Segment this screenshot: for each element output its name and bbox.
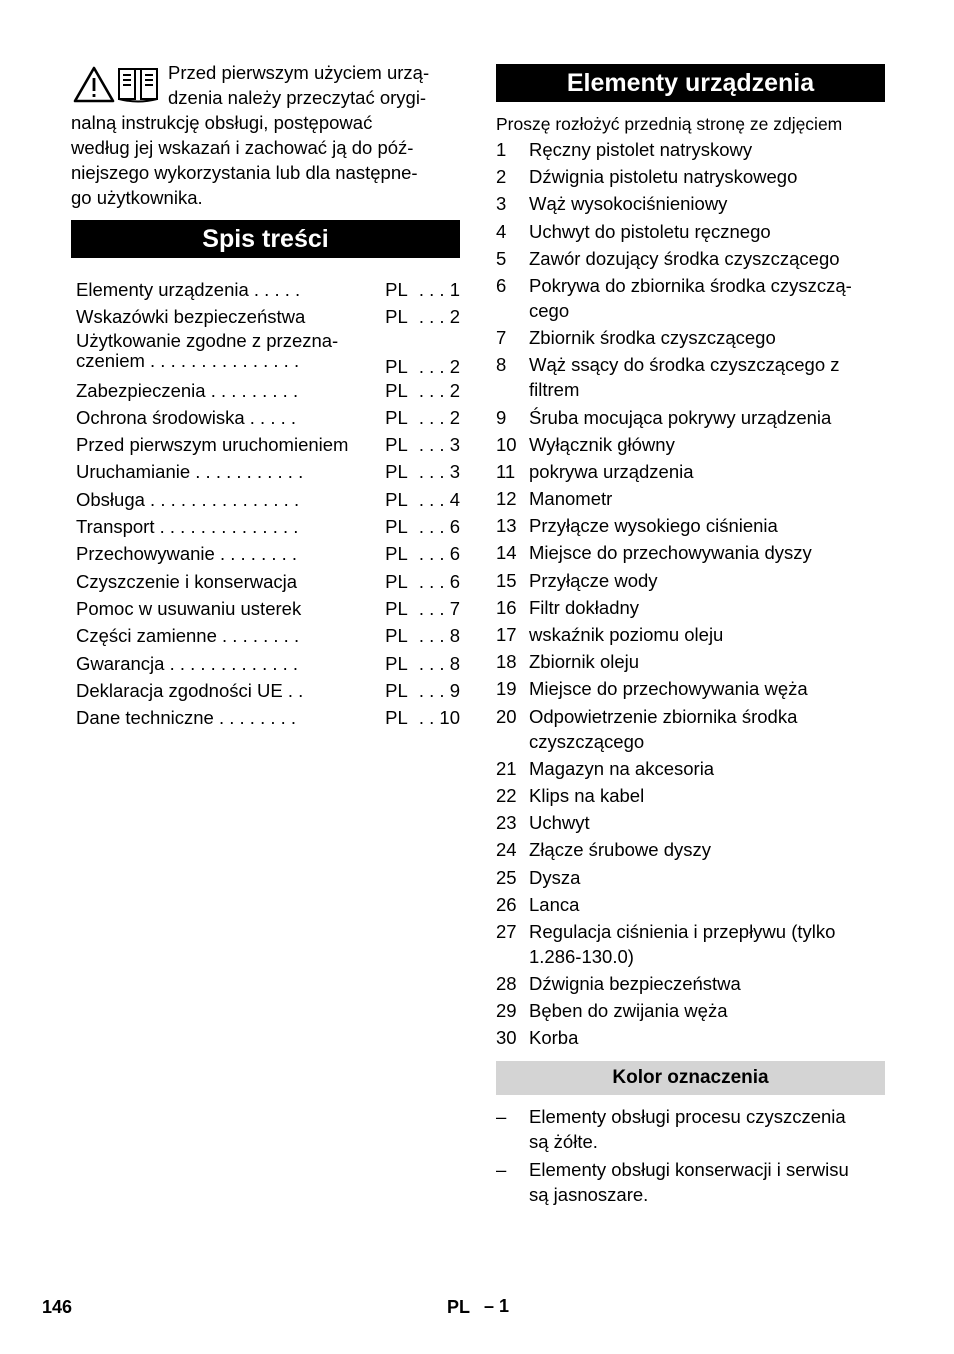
toc-entry-page: . . . 6: [418, 516, 460, 538]
right-column: [496, 64, 885, 1210]
toc-entry: [76, 568, 460, 595]
list-item-number: 11: [496, 460, 516, 482]
list-item-text: Dysza: [529, 866, 581, 888]
list-item-number: 30: [496, 1027, 517, 1049]
list-item: [496, 998, 885, 1023]
toc-entry-page: . . . 4: [418, 488, 460, 510]
list-item: [496, 191, 885, 216]
list-item: [496, 137, 885, 162]
toc-entry-title: Zabezpieczenia . . . . . . . . .: [76, 379, 299, 401]
list-item-number: 25: [496, 866, 517, 888]
footer-page-label: – 1: [484, 1296, 510, 1316]
bullet-text: Elementy obsługi procesu czyszczenia są żółte.: [529, 1106, 846, 1153]
toc-entry-lang: PL: [385, 516, 408, 538]
list-item: [496, 783, 885, 808]
toc-entry-lang: PL: [385, 355, 408, 377]
list-item: [496, 568, 885, 593]
intro-line: według jej wskazań i zachować ją do póź-: [71, 137, 414, 158]
list-item-text: Dźwignia pistoletu natryskowego: [529, 166, 798, 188]
list-item-text: wskaźnik poziomu oleju: [529, 624, 724, 645]
list-item: [496, 595, 885, 620]
list-item-number: 4: [496, 220, 507, 242]
list-item-text: Odpowietrzenie zbiornika środka czyszczącego: [529, 705, 798, 752]
list-item-number: 6: [496, 274, 507, 296]
list-item: [496, 352, 885, 402]
list-item-text: Przyłącze wysokiego ciśnienia: [529, 515, 778, 537]
toc-entry-title: Przed pierwszym uruchomieniem: [76, 434, 349, 456]
toc-entry: [76, 486, 460, 513]
list-item-text: Zbiornik środka czyszczącego: [529, 327, 776, 349]
elements-list: [496, 137, 885, 1050]
list-item: [496, 219, 885, 244]
toc-entry-title: Uruchamianie . . . . . . . . . . .: [76, 461, 304, 483]
toc-entry-lang: PL: [385, 434, 408, 456]
list-item: [496, 246, 885, 271]
table-of-contents: [71, 276, 460, 731]
left-column: [71, 60, 460, 731]
list-item-text: Śruba mocująca pokrywy urządzenia: [529, 406, 832, 428]
intro-line: dzenia należy przeczytać orygi-: [168, 87, 427, 108]
toc-entry-page: . . . 3: [418, 461, 460, 483]
list-item-text: Lanca: [529, 893, 580, 915]
list-item-number: 20: [496, 705, 517, 727]
toc-entry-title: Obsługa . . . . . . . . . . . . . . .: [76, 488, 300, 510]
bullet-text: Elementy obsługi konserwacji i serwisu są jasnoszare.: [529, 1159, 849, 1206]
toc-entry: [76, 677, 460, 704]
bullet-item: [496, 1157, 885, 1207]
list-item-number: 21: [496, 757, 517, 779]
list-item-number: 17: [496, 624, 517, 645]
toc-entry-lang: PL: [385, 461, 408, 483]
list-item-text: Uchwyt: [529, 812, 590, 834]
toc-entry-page: . . . 2: [418, 306, 460, 328]
toc-heading: Spis treści: [71, 220, 460, 258]
toc-entry-page: . . . 6: [418, 543, 460, 565]
list-item-text: Wąż ssący do środka czyszczącego z filtrem: [529, 354, 840, 401]
list-item-text: Pokrywa do zbiornika środka czyszczą- cego: [529, 274, 852, 321]
intro-icons: [73, 66, 161, 104]
color-coding-heading: Kolor oznaczenia: [496, 1061, 885, 1095]
bullet-dash: –: [496, 1106, 507, 1128]
list-item-number: 12: [496, 488, 517, 510]
footer-language: PL: [447, 1297, 471, 1317]
list-item: [496, 676, 885, 701]
toc-entry: [76, 650, 460, 677]
list-item-text: Wyłącznik główny: [529, 433, 675, 455]
list-item: [496, 892, 885, 917]
toc-entry-title: Wskazówki bezpieczeństwa: [76, 306, 306, 328]
toc-entry-title: Dane techniczne . . . . . . . .: [76, 707, 297, 729]
list-item-number: 9: [496, 406, 507, 428]
list-item-number: 18: [496, 651, 517, 673]
list-item: [496, 486, 885, 511]
toc-entry-lang: PL: [385, 652, 408, 674]
toc-entry-page: . . . 1: [418, 279, 460, 300]
toc-entry: [76, 377, 460, 404]
toc-entry: [76, 303, 460, 330]
toc-entry: [76, 331, 460, 377]
list-item-text: Manometr: [529, 488, 613, 510]
toc-entry: [76, 704, 460, 731]
toc-entry-lang: PL: [385, 379, 408, 401]
list-item: [496, 1025, 885, 1050]
list-item: [496, 865, 885, 890]
toc-entry-title: Czyszczenie i konserwacja: [76, 570, 298, 592]
toc-entry: [76, 513, 460, 540]
toc-entry-page: . . 10: [418, 707, 460, 729]
toc-entry-page: . . . 2: [418, 406, 460, 428]
list-item: [496, 756, 885, 781]
toc-entry-lang: PL: [385, 625, 408, 647]
toc-entry-page: . . . 8: [418, 625, 460, 647]
list-item-text: Miejsce do przechowywania dyszy: [529, 542, 812, 564]
intro-line: niejszego wykorzystania lub dla następne-: [71, 162, 418, 183]
list-item-number: 3: [496, 193, 507, 215]
list-item-number: 2: [496, 166, 507, 188]
list-item-number: 8: [496, 354, 507, 376]
list-item-number: 10: [496, 433, 517, 455]
list-item-number: 23: [496, 812, 517, 834]
elements-intro: Proszę rozłożyć przednią stronę ze zdjęciem: [496, 114, 843, 134]
list-item-number: 16: [496, 596, 517, 618]
intro-line: Przed pierwszym użyciem urzą-: [168, 62, 430, 83]
list-item-number: 14: [496, 542, 517, 564]
toc-entry-lang: PL: [385, 543, 408, 565]
list-item-text: Miejsce do przechowywania węża: [529, 678, 808, 700]
list-item: [496, 405, 885, 430]
list-item: [496, 459, 885, 484]
toc-entry: [76, 404, 460, 431]
list-item-text: Bęben do zwijania węża: [529, 1000, 728, 1022]
toc-entry-title: Deklaracja zgodności UE . .: [76, 679, 304, 701]
list-item-text: Magazyn na akcesoria: [529, 757, 715, 779]
list-item: [496, 325, 885, 350]
list-item-text: Zbiornik oleju: [529, 651, 640, 673]
list-item-text: Zawór dozujący środka czyszczącego: [529, 247, 840, 269]
list-item-number: 29: [496, 1000, 517, 1022]
list-item: [496, 513, 885, 538]
list-item-text: Przyłącze wody: [529, 569, 658, 591]
toc-entry-title: Gwarancja . . . . . . . . . . . . .: [76, 652, 299, 674]
intro-line: nalną instrukcję obsługi, postępować: [71, 112, 373, 133]
toc-entry-page: . . . 6: [418, 570, 460, 592]
toc-entry-page: . . . 9: [418, 679, 460, 701]
toc-entry-title: Elementy urządzenia . . . . .: [76, 279, 301, 300]
toc-entry-lang: PL: [385, 597, 408, 619]
list-item-text: Korba: [529, 1027, 579, 1049]
list-item: [496, 273, 885, 323]
toc-entry-title: Transport . . . . . . . . . . . . . .: [76, 516, 299, 538]
toc-entry-lang: PL: [385, 707, 408, 729]
toc-entry-title: Ochrona środowiska . . . . .: [76, 406, 297, 428]
toc-entry-lang: PL: [385, 279, 408, 300]
list-item: [496, 837, 885, 862]
list-item: [496, 810, 885, 835]
list-item-number: 19: [496, 678, 517, 700]
toc-entry-title: Części zamienne . . . . . . . .: [76, 625, 300, 647]
toc-entry-page: . . . 7: [418, 597, 460, 619]
toc-entry-page: . . . 8: [418, 652, 460, 674]
toc-entry: [76, 458, 460, 485]
bullet-dash: –: [496, 1159, 507, 1181]
list-item: [496, 540, 885, 565]
list-item: [496, 971, 885, 996]
toc-entry-lang: PL: [385, 306, 408, 328]
toc-entry: [76, 276, 460, 303]
toc-entry-lang: PL: [385, 406, 408, 428]
page-number: 146: [42, 1297, 73, 1317]
bullet-item: [496, 1104, 885, 1154]
list-item: [496, 919, 885, 969]
toc-entry: [76, 431, 460, 458]
toc-entry-title: Użytkowanie zgodne z przezna- czeniem . . . . . . . . . . . . . . .: [76, 330, 339, 371]
list-item-number: 13: [496, 515, 517, 537]
toc-entry-page: . . . 2: [418, 355, 460, 377]
list-item: [496, 432, 885, 457]
list-item-text: Dźwignia bezpieczeństwa: [529, 973, 741, 995]
toc-entry: [76, 595, 460, 622]
list-item-text: Złącze śrubowe dyszy: [529, 839, 711, 861]
color-coding-list: [496, 1104, 885, 1207]
manual-book-icon: [119, 69, 157, 102]
list-item-number: 1: [496, 139, 507, 160]
list-item-text: Uchwyt do pistoletu ręcznego: [529, 220, 771, 242]
list-item-number: 22: [496, 784, 517, 806]
list-item-text: Regulacja ciśnienia i przepływu (tylko 1.286-130.0): [529, 920, 836, 967]
list-item-number: 28: [496, 973, 517, 995]
elements-heading: Elementy urządzenia: [496, 64, 885, 102]
intro-line: go użytkownika.: [71, 187, 203, 208]
list-item: [496, 164, 885, 189]
list-item: [496, 622, 885, 647]
intro-notice: [71, 60, 460, 210]
list-item-number: 26: [496, 893, 517, 915]
list-item-number: 5: [496, 247, 507, 269]
toc-entry-lang: PL: [385, 488, 408, 510]
toc-entry: [76, 540, 460, 567]
toc-entry-page: . . . 3: [418, 434, 460, 456]
list-item: [496, 704, 885, 754]
list-item-number: 27: [496, 920, 517, 942]
toc-entry-title: Przechowywanie . . . . . . . .: [76, 543, 298, 565]
toc-entry-title: Pomoc w usuwaniu usterek: [76, 597, 302, 619]
list-item: [496, 649, 885, 674]
list-item-text: Filtr dokładny: [529, 596, 640, 618]
toc-entry-lang: PL: [385, 679, 408, 701]
list-item-text: pokrywa urządzenia: [529, 460, 694, 482]
list-item-number: 15: [496, 569, 517, 591]
list-item-number: 24: [496, 839, 517, 861]
toc-entry-page: . . . 2: [418, 379, 460, 401]
list-item-text: Wąż wysokociśnieniowy: [529, 193, 728, 215]
toc-entry: [76, 622, 460, 649]
list-item-text: Ręczny pistolet natryskowy: [529, 139, 753, 160]
list-item-text: Klips na kabel: [529, 784, 645, 806]
toc-entry-lang: PL: [385, 570, 408, 592]
list-item-number: 7: [496, 327, 507, 349]
warning-icon: [75, 68, 113, 101]
